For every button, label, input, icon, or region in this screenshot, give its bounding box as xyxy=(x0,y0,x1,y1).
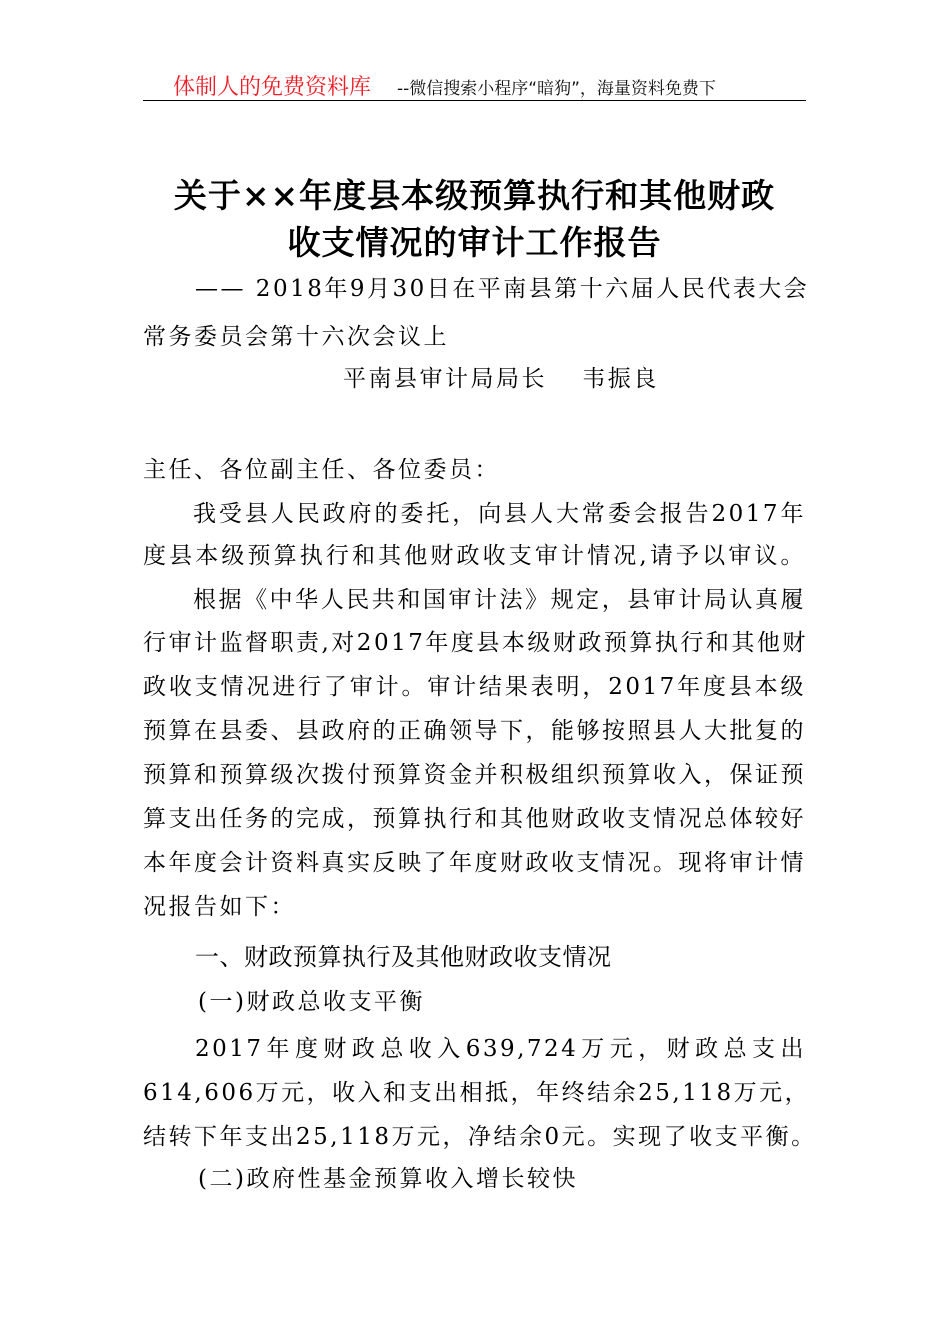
paragraph-2-line-6: 算支出任务的完成，预算执行和其他财政收支情况总体较好 xyxy=(143,806,806,832)
paragraph-1-line-1: 我受县人民政府的委托，向县人大常委会报告2017年 xyxy=(193,501,806,527)
subsection-1-line-2: 614,606万元，收入和支出相抵，年终结余25,118万元， xyxy=(143,1080,811,1106)
subsection-1-line-1: 2017年度财政总收入639,724万元，财政总支出 xyxy=(195,1036,806,1062)
paragraph-2-line-7: 本年度会计资料真实反映了年度财政收支情况。现将审计情 xyxy=(143,850,806,876)
paragraph-2-line-5: 预算和预算级次拨付预算资金并积极组织预算收入，保证预 xyxy=(143,762,806,788)
paragraph-2-line-1: 根据《中华人民共和国审计法》规定，县审计局认真履 xyxy=(193,587,806,613)
subsection-1-line-3: 结转下年支出25,118万元，净结余0元。实现了收支平衡。 xyxy=(143,1124,817,1150)
author-line: 平南县审计局局长 韦振良 xyxy=(343,366,659,392)
document-title-line-2: 收支情况的审计工作报告 xyxy=(287,223,662,262)
header-brand: 体制人的免费资料库 xyxy=(173,75,372,100)
header-note: --微信搜索小程序“暗狗”，海量资料免费下 xyxy=(397,79,716,99)
page-header xyxy=(143,66,806,101)
paragraph-2-line-2: 行审计监督职责,对2017年度县本级财政预算执行和其他财 xyxy=(143,630,808,656)
paragraph-2-line-8: 况报告如下： xyxy=(143,894,296,920)
document-title-line-1: 关于××年度县本级预算执行和其他财政 xyxy=(173,176,776,215)
subsection-1-heading: (一)财政总收支平衡 xyxy=(198,989,425,1015)
subtitle-line-2: 常务委员会第十六次会议上 xyxy=(143,324,449,350)
header-divider xyxy=(143,100,806,101)
paragraph-2-line-3: 政收支情况进行了审计。审计结果表明，2017年度县本级 xyxy=(143,674,806,700)
subsection-2-heading: (二)政府性基金预算收入增长较快 xyxy=(198,1166,578,1192)
subtitle-line-1: —— 2018年9月30日在平南县第十六届人民代表大会 xyxy=(195,276,810,302)
section-1-heading: 一、财政预算执行及其他财政收支情况 xyxy=(195,943,612,971)
paragraph-1-line-2: 度县本级预算执行和其他财政收支审计情况,请予以审议。 xyxy=(143,543,806,569)
paragraph-2-line-4: 预算在县委、县政府的正确领导下，能够按照县人大批复的 xyxy=(143,718,806,744)
salutation: 主任、各位副主任、各位委员： xyxy=(143,457,500,483)
